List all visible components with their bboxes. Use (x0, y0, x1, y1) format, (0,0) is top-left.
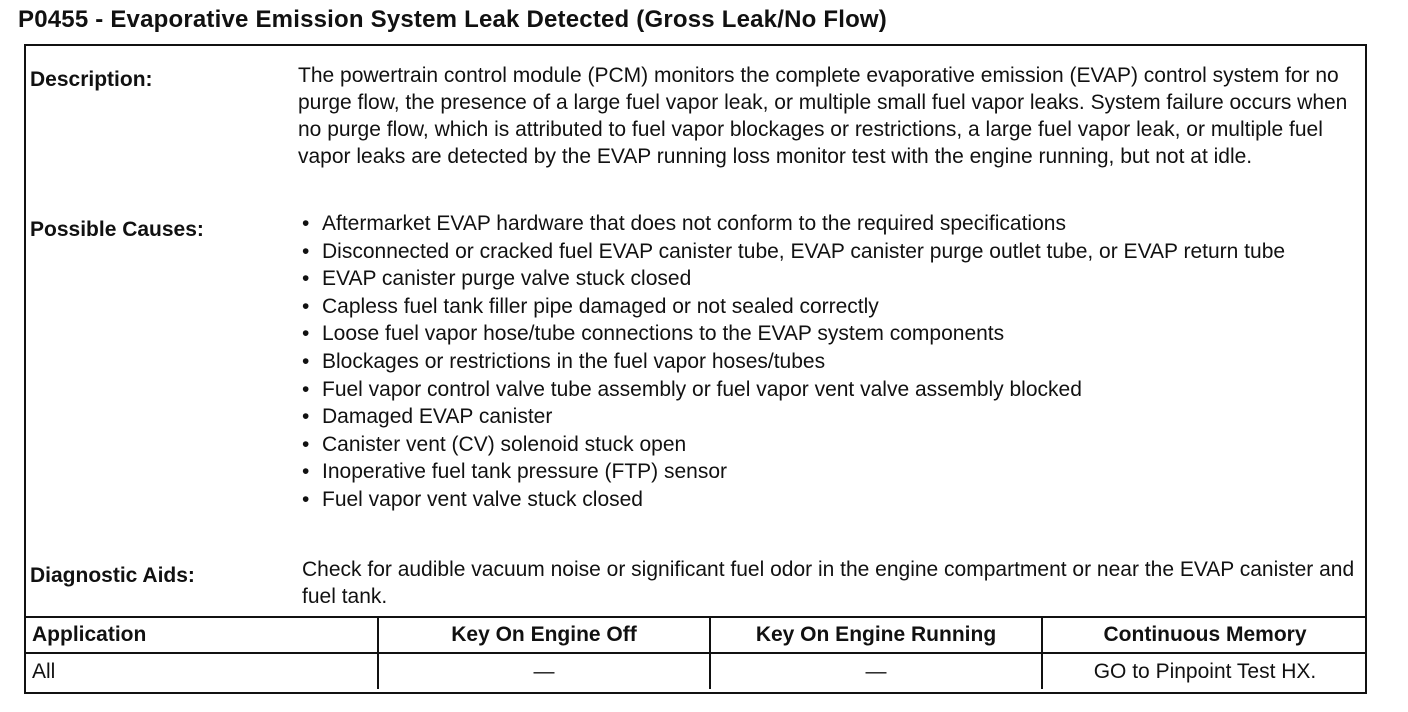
cause-item (298, 376, 1358, 404)
bullet-icon: • (302, 432, 310, 456)
possible-causes-list (298, 210, 1358, 514)
possible-causes-label: Possible Causes: (30, 218, 204, 241)
description-label: Description: (30, 68, 153, 91)
cell-application: All (26, 653, 378, 689)
cell-key-on-engine-running: — (710, 653, 1042, 689)
bullet-icon: • (302, 460, 310, 484)
cause-item (298, 320, 1358, 348)
cause-item (298, 431, 1358, 459)
cause-item (298, 238, 1358, 266)
cause-item (298, 348, 1358, 376)
cause-item-text: Inoperative fuel tank pressure (FTP) sensor (322, 460, 728, 484)
bullet-icon: • (302, 487, 310, 511)
cause-item-text: Fuel vapor control valve tube assembly or fuel vapor vent valve assembly blocked (322, 377, 1082, 401)
header-application: Application (26, 617, 378, 653)
cause-item (298, 486, 1358, 514)
table-header-row (26, 617, 1367, 653)
cause-item-text: EVAP canister purge valve stuck closed (322, 267, 692, 291)
application-table (26, 616, 1367, 689)
bullet-icon: • (302, 405, 310, 429)
bullet-icon: • (302, 212, 310, 235)
diagnostic-aids-text: Check for audible vacuum noise or significant fuel odor in the engine compartment or near the EVAP canister and fuel tank. (302, 558, 1355, 608)
cause-item-text: Damaged EVAP canister (322, 405, 553, 429)
cause-item-text: Loose fuel vapor hose/tube connections to the EVAP system components (322, 322, 1005, 346)
cause-item (298, 265, 1358, 293)
header-key-on-engine-running: Key On Engine Running (710, 617, 1042, 653)
cause-item (298, 458, 1358, 486)
cause-item-text: Fuel vapor vent valve stuck closed (322, 487, 643, 511)
cause-item (298, 403, 1358, 431)
bullet-icon: • (302, 349, 310, 373)
header-continuous-memory: Continuous Memory (1042, 617, 1367, 653)
cause-item-text: Canister vent (CV) solenoid stuck open (322, 432, 687, 456)
bullet-icon: • (302, 294, 310, 318)
header-key-on-engine-off: Key On Engine Off (378, 617, 710, 653)
bullet-icon: • (302, 322, 310, 346)
cause-item (298, 210, 1358, 238)
cause-item-text: Capless fuel tank filler pipe damaged or not sealed correctly (322, 294, 879, 318)
cell-key-on-engine-off: — (378, 653, 710, 689)
bullet-icon: • (302, 239, 310, 263)
cell-continuous-memory: GO to Pinpoint Test HX. (1042, 653, 1367, 689)
table-row (26, 653, 1367, 689)
diagnostic-aids-label: Diagnostic Aids: (30, 564, 195, 587)
cause-item-text: Blockages or restrictions in the fuel vapor hoses/tubes (322, 349, 826, 373)
page-title: P0455 - Evaporative Emission System Leak Detected (Gross Leak/No Flow) (18, 6, 887, 33)
description-text: The powertrain control module (PCM) monitors the complete evaporative emission (EVAP) control system for no purge flow, the presence of a large fuel vapor leak, or multiple small fuel vapor leaks. System failure occurs when no purge flow, which is attributed to fuel vapor blockages or restrictions, a large fuel vapor leak, or multiple fuel vapor leaks are detected by the EVAP running loss monitor test with the engine running, but not at idle. (298, 64, 1348, 168)
dtc-info-box (24, 44, 1367, 694)
cause-item (298, 293, 1358, 321)
bullet-icon: • (302, 267, 310, 291)
bullet-icon: • (302, 377, 310, 401)
cause-item-text: Disconnected or cracked fuel EVAP canister tube, EVAP canister purge outlet tube, or EVAP return tube (322, 239, 1286, 263)
cause-item-text: Aftermarket EVAP hardware that does not conform to the required specifications (322, 212, 1066, 235)
